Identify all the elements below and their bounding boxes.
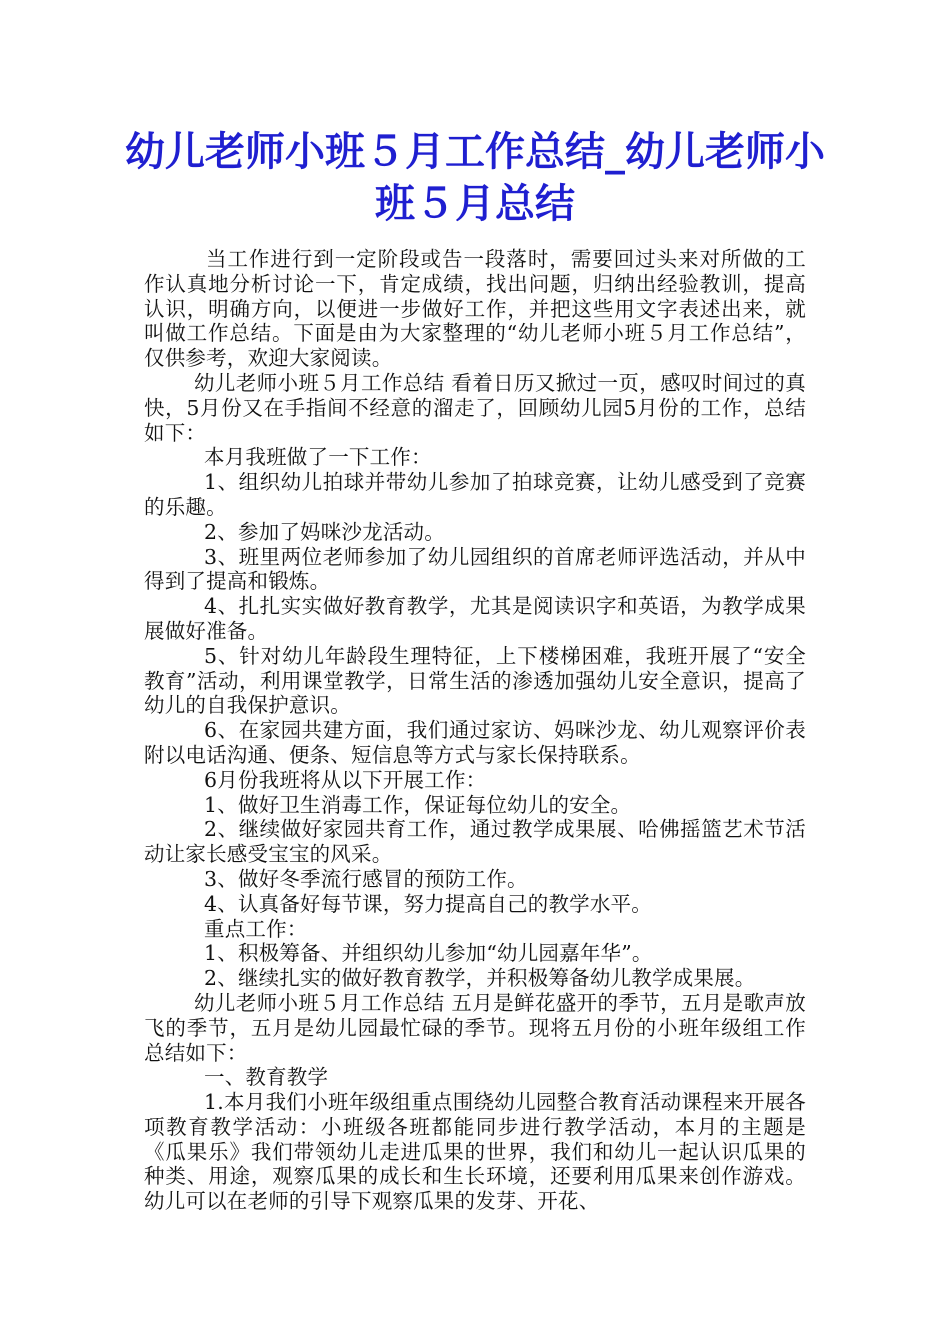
list-item: 2、参加了妈咪沙龙活动。	[204, 519, 445, 544]
work-done-heading: 本月我班做了一下工作：	[204, 445, 432, 470]
list-item: 2、继续扎实的做好教育教学，并积极筹备幼儿教学成果展。	[204, 966, 756, 991]
section-heading: 一、教育教学	[204, 1065, 329, 1090]
list-item: 1、积极筹备、并组织幼儿参加“幼儿园嘉年华”。	[204, 941, 653, 966]
june-plan-heading: 6月份我班将从以下开展工作：	[204, 767, 487, 792]
list-item: 1、组织幼儿拍球并带幼儿参加了拍球竞赛，让幼儿感受到了竞赛的乐趣。	[144, 470, 806, 519]
document-body	[144, 247, 806, 1214]
list-item: 3、做好冬季流行感冒的预防工作。	[204, 866, 528, 891]
intro-paragraph: 当工作进行到一定阶段或告一段落时，需要回过头来对所做的工作认真地分析讨论一下，肯定成绩，找出问题，归纳出经验教训，提高认识，明确方向，以便进一步做好工作，并把这些用文字表述出来，就叫做工作总结。下面是由为大家整理的“幼儿老师小班５月工作总结”，仅供参考，欢迎大家阅读。	[144, 247, 806, 371]
summary-one-opening: 幼儿老师小班５月工作总结 看着日历又掀过一页，感叹时间过的真快，5月份又在手指间不经意的溜走了，回顾幼儿园5月份的工作，总结如下：	[144, 370, 806, 445]
key-work-heading: 重点工作：	[204, 916, 308, 941]
list-item: 3、班里两位老师参加了幼儿园组织的首席老师评选活动，并从中得到了提高和锻炼。	[144, 544, 806, 594]
body-paragraph: 1.本月我们小班年级组重点围绕幼儿园整合教育活动课程来开展各项教育教学活动：小班级各班都能同步进行教学活动，本月的主题是《瓜果乐》我们带领幼儿走进瓜果的世界，我们和幼儿一起认识瓜果的种类、用途，观察瓜果的成长和生长环境，还要利用瓜果来创作游戏。幼儿可以在老师的引导下观察瓜果的发芽、开花、	[144, 1090, 806, 1214]
list-item: 1、做好卫生消毒工作，保证每位幼儿的安全。	[204, 792, 632, 817]
document-title: 幼儿老师小班５月工作总结_幼儿老师小班５月总结	[125, 129, 825, 227]
list-item: 6、在家园共建方面，我们通过家访、妈咪沙龙、幼儿观察评价表附以电话沟通、便条、短信息等方式与家长保持联系。	[144, 718, 806, 767]
list-item: 5、针对幼儿年龄段生理特征，上下楼梯困难，我班开展了“安全教育”活动，利用课堂教学，日常生活的渗透加强幼儿安全意识，提高了幼儿的自我保护意识。	[144, 643, 806, 718]
list-item: 4、认真备好每节课，努力提高自己的教学水平。	[204, 891, 652, 916]
summary-two-opening: 幼儿老师小班５月工作总结 五月是鲜花盛开的季节，五月是歌声放飞的季节，五月是幼儿园最忙碌的季节。现将五月份的小班年级组工作总结如下：	[144, 990, 806, 1065]
list-item: 2、继续做好家园共育工作，通过教学成果展、哈佛摇篮艺术节活动让家长感受宝宝的风采。	[144, 817, 806, 867]
list-item: 4、扎扎实实做好教育教学，尤其是阅读识字和英语，为教学成果展做好准备。	[144, 594, 806, 643]
